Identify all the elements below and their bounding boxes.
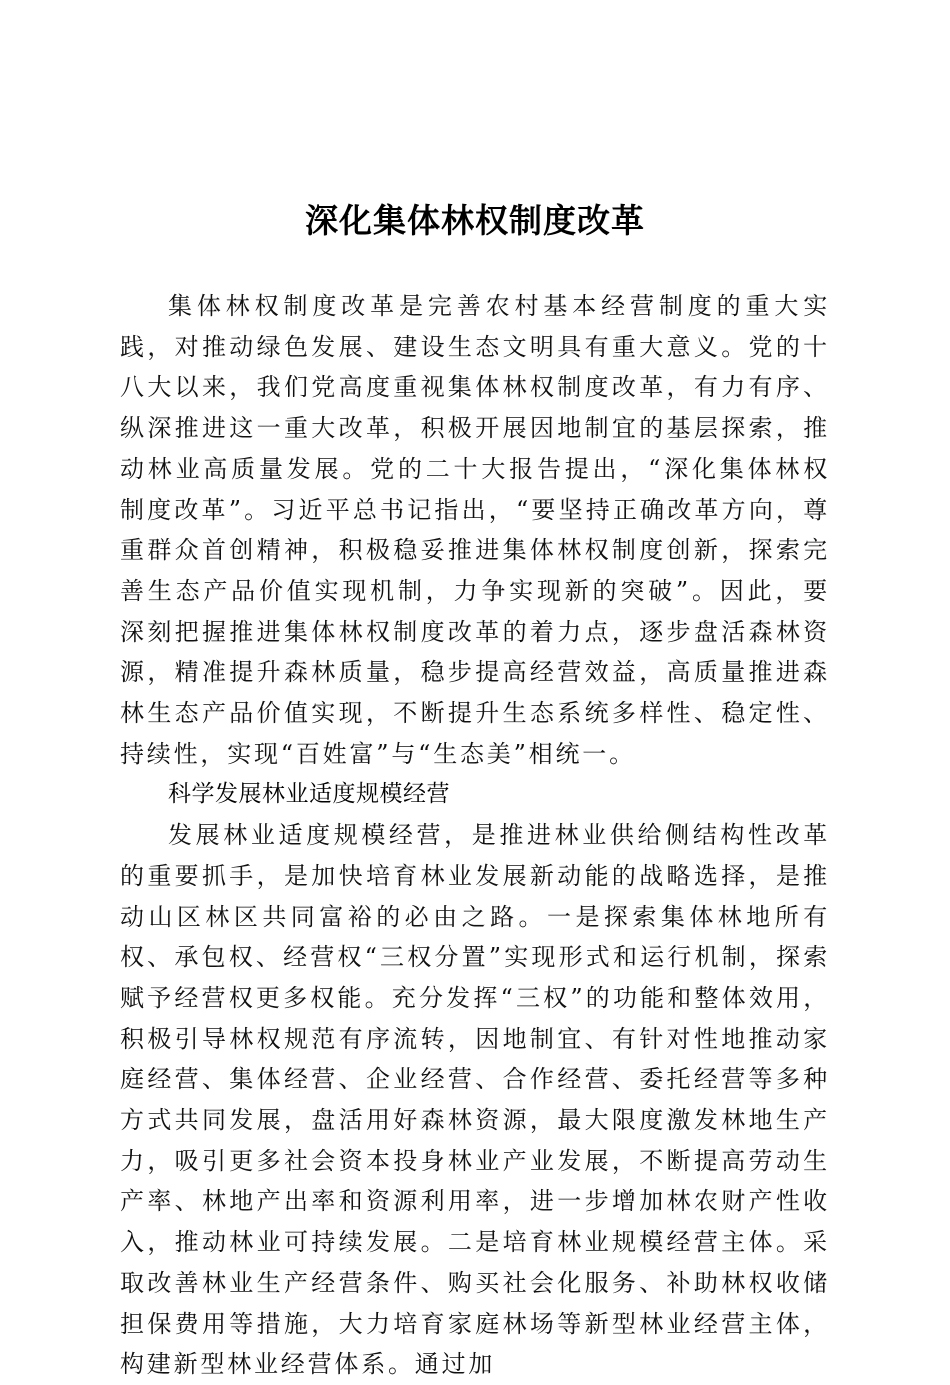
document-body [120,286,830,1385]
document-title: 深化集体林权制度改革 [305,201,645,240]
intro-paragraph: 集体林权制度改革是完善农村基本经营制度的重大实践，对推动绿色发展、建设生态文明具有重大意义。党的十八大以来，我们党高度重视集体林权制度改革，有力有序、纵深推进这一重大改革，积极开展因地制宜的基层探索，推动林业高质量发展。党的二十大报告提出，“深化集体林权制度改革”。习近平总书记指出，“要坚持正确改革方向，尊重群众首创精神，积极稳妥推进集体林权制度创新，探索完善生态产品价值实现机制，力争实现新的突破”。因此，要深刻把握推进集体林权制度改革的着力点，逐步盘活森林资源，精准提升森林质量，稳步提高经营效益，高质量推进森林生态产品价值实现，不断提升生态系统多样性、稳定性、持续性，实现“百姓富”与“生态美”相统一。 [120,292,830,768]
section-paragraph: 发展林业适度规模经营，是推进林业供给侧结构性改革的重要抓手，是加快培育林业发展新动能的战略选择，是推动山区林区共同富裕的必由之路。一是探索集体林地所有权、承包权、经营权“三权分置”实现形式和运行机制，探索赋予经营权更多权能。充分发挥“三权”的功能和整体效用，积极引导林权规范有序流转，因地制宜、有针对性地推动家庭经营、集体经营、企业经营、合作经营、委托经营等多种方式共同发展，盘活用好森林资源，最大限度激发林地生产力，吸引更多社会资本投身林业产业发展，不断提高劳动生产率、林地产出率和资源利用率，进一步增加林农财产性收入，推动林业可持续发展。二是培育林业规模经营主体。采取改善林业生产经营条件、购买社会化服务、补助林权收储担保费用等措施，大力培育家庭林场等新型林业经营主体，构建新型林业经营体系。通过加 [120,821,830,1379]
section-heading: 科学发展林业适度规模经营 [168,781,450,808]
